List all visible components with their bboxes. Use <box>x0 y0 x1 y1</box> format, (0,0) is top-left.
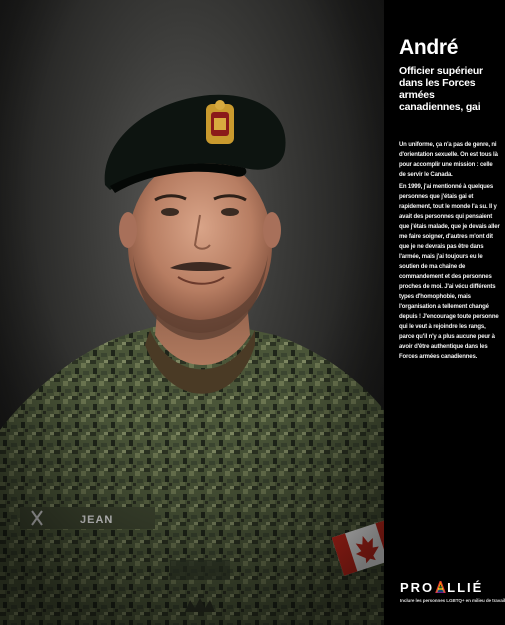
logo-lie-text: LLIÉ <box>447 580 484 595</box>
proallie-logo <box>400 580 483 595</box>
rainbow-a-icon <box>435 581 446 593</box>
logo-tagline: Inclure les personnes LGBTQ+ en milieu de travail <box>400 598 505 603</box>
story-paragraph: En 1999, j'ai mentionné à quelques personnes que j'étais gai et rapidement, tout le monde l'a su. Il y avait des personnes qui pensaient que j'étais malade, que je devais aller me faire soigner, d'autres m'ont dit que je ne devrais pas être dans l'armée, mais j'ai toujours eu le soutien de ma chaîne de commandement et des personnes proches de moi. J'ai vécu différents types d'homophobie, mais l'organisation a tellement changé depuis ! J'encourage toute personne qui le veut à rejoindre les rangs, parce qu'il n'y a plus aucune peur à avoir d'être authentique dans les Forces armées canadiennes. <box>399 184 500 360</box>
intro-paragraph: Un uniforme, ça n'a pas de genre, ni d'orientation sexuelle. On est tous là pour accomplir une mission : celle de servir le Canada. <box>399 142 498 178</box>
logo-pro-text: PRO <box>400 580 435 595</box>
person-name: André <box>399 36 459 59</box>
person-role: Officier supérieur dans les Forces armées canadiennes, gai <box>399 65 483 113</box>
text-panel <box>384 0 505 625</box>
